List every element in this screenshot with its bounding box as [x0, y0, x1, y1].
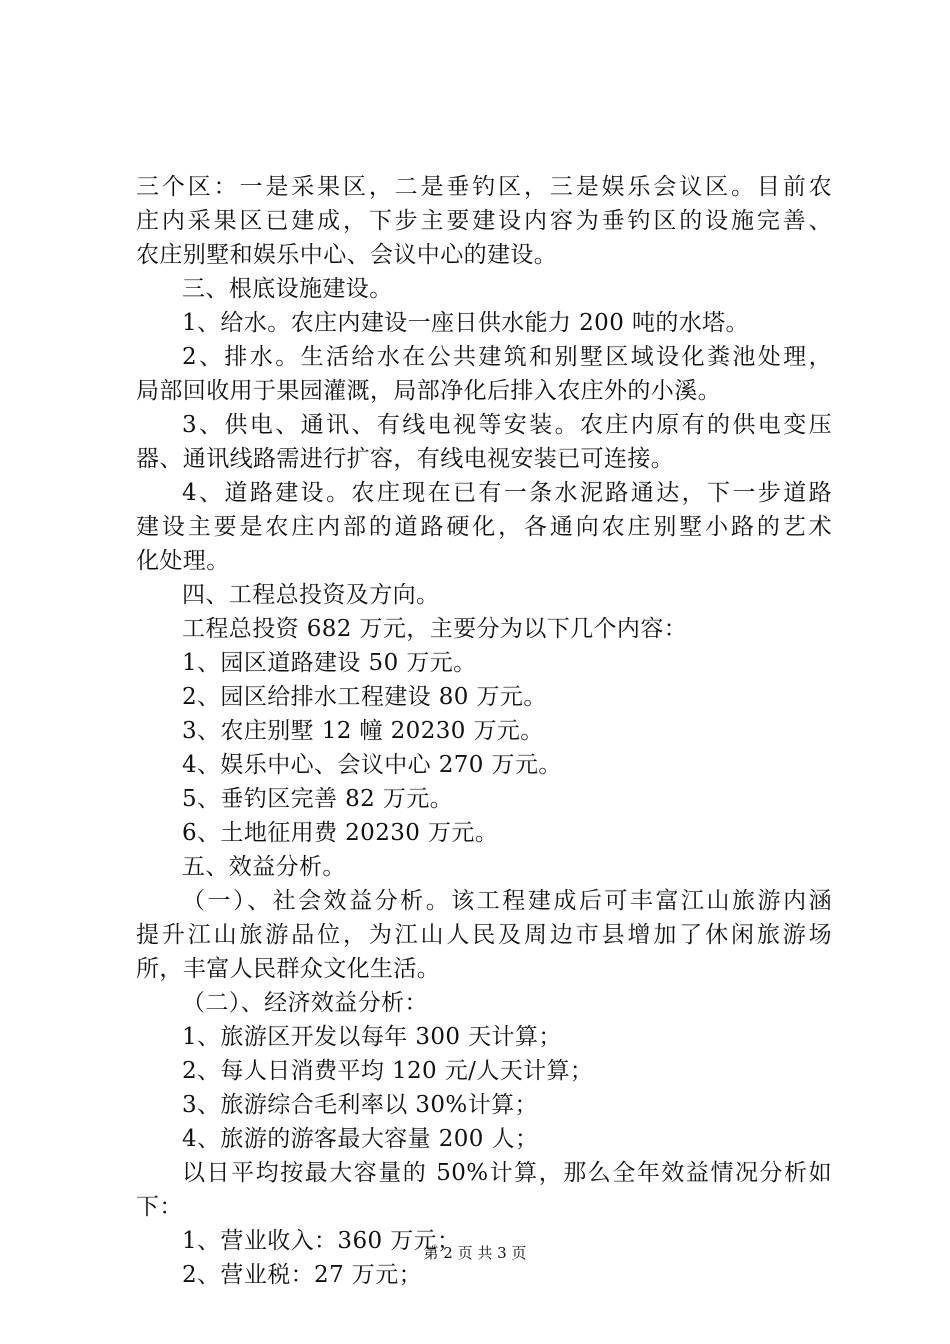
- list-item: 1、营业收入：360 万元；: [182, 1228, 461, 1254]
- page-number-footer: 第 2 页 共 3 页: [423, 1244, 527, 1262]
- list-item: 2、营业税：27 万元；: [182, 1262, 423, 1288]
- list-item: 2、园区给排水工程建设 80 万元。: [182, 684, 547, 710]
- subsection-heading: （二）、经济效益分析：: [182, 990, 428, 1016]
- section-heading: 五、效益分析。: [182, 854, 346, 880]
- paragraph-line: 局部回收用于果园灌溉，局部净化后排入农庄外的小溪。: [136, 378, 721, 404]
- document-body: [136, 170, 832, 1292]
- list-item: 1、园区道路建设 50 万元。: [182, 650, 477, 676]
- section-heading: 三、根底设施建设。: [182, 276, 393, 302]
- paragraph-line: 三个区：一是采果区，二是垂钓区，三是娱乐会议区。目前农: [136, 174, 832, 200]
- paragraph-line: 1、给水。农庄内建设一座日供水能力 200 吨的水塔。: [182, 310, 749, 336]
- paragraph-line: 工程总投资 682 万元，主要分为以下几个内容：: [182, 616, 688, 642]
- paragraph-line: 农庄别墅和娱乐中心、会议中心的建设。: [136, 242, 558, 268]
- list-item: 6、土地征用费 20230 万元。: [182, 820, 499, 846]
- paragraph-line: 以日平均按最大容量的 50%计算，那么全年效益情况分析如: [182, 1160, 832, 1186]
- list-item: 4、旅游的游客最大容量 200 人；: [182, 1126, 539, 1152]
- paragraph-line: 4、道路建设。农庄现在已有一条水泥路通达，下一步道路: [182, 480, 832, 506]
- paragraph-line: 庄内采果区已建成，下步主要建设内容为垂钓区的设施完善、: [136, 208, 832, 234]
- paragraph-line: （一）、社会效益分析。该工程建成后可丰富江山旅游内涵: [182, 888, 832, 914]
- paragraph-line: 3、供电、通讯、有线电视等安装。农庄内原有的供电变压: [182, 412, 832, 438]
- paragraph-line: 化处理。: [136, 548, 230, 574]
- paragraph-line: 器、通讯线路需进行扩容，有线电视安装已可连接。: [136, 446, 675, 472]
- list-item: 4、娱乐中心、会议中心 270 万元。: [182, 752, 562, 778]
- list-item: 2、每人日消费平均 120 元/人天计算；: [182, 1058, 594, 1084]
- section-heading: 四、工程总投资及方向。: [182, 582, 440, 608]
- paragraph-line: 提升江山旅游品位，为江山人民及周边市县增加了休闲旅游场: [136, 922, 832, 948]
- list-item: 3、农庄别墅 12 幢 20230 万元。: [182, 718, 544, 744]
- paragraph-line: 所，丰富人民群众文化生活。: [136, 956, 441, 982]
- list-item: 3、旅游综合毛利率以 30%计算；: [182, 1092, 538, 1118]
- list-item: 5、垂钓区完善 82 万元。: [182, 786, 454, 812]
- list-item: 1、旅游区开发以每年 300 天计算；: [182, 1024, 562, 1050]
- paragraph-line: 2、排水。生活给水在公共建筑和别墅区域设化粪池处理，: [182, 344, 832, 370]
- paragraph-line: 建设主要是农庄内部的道路硬化，各通向农庄别墅小路的艺术: [136, 514, 832, 540]
- paragraph-line: 下：: [136, 1194, 183, 1220]
